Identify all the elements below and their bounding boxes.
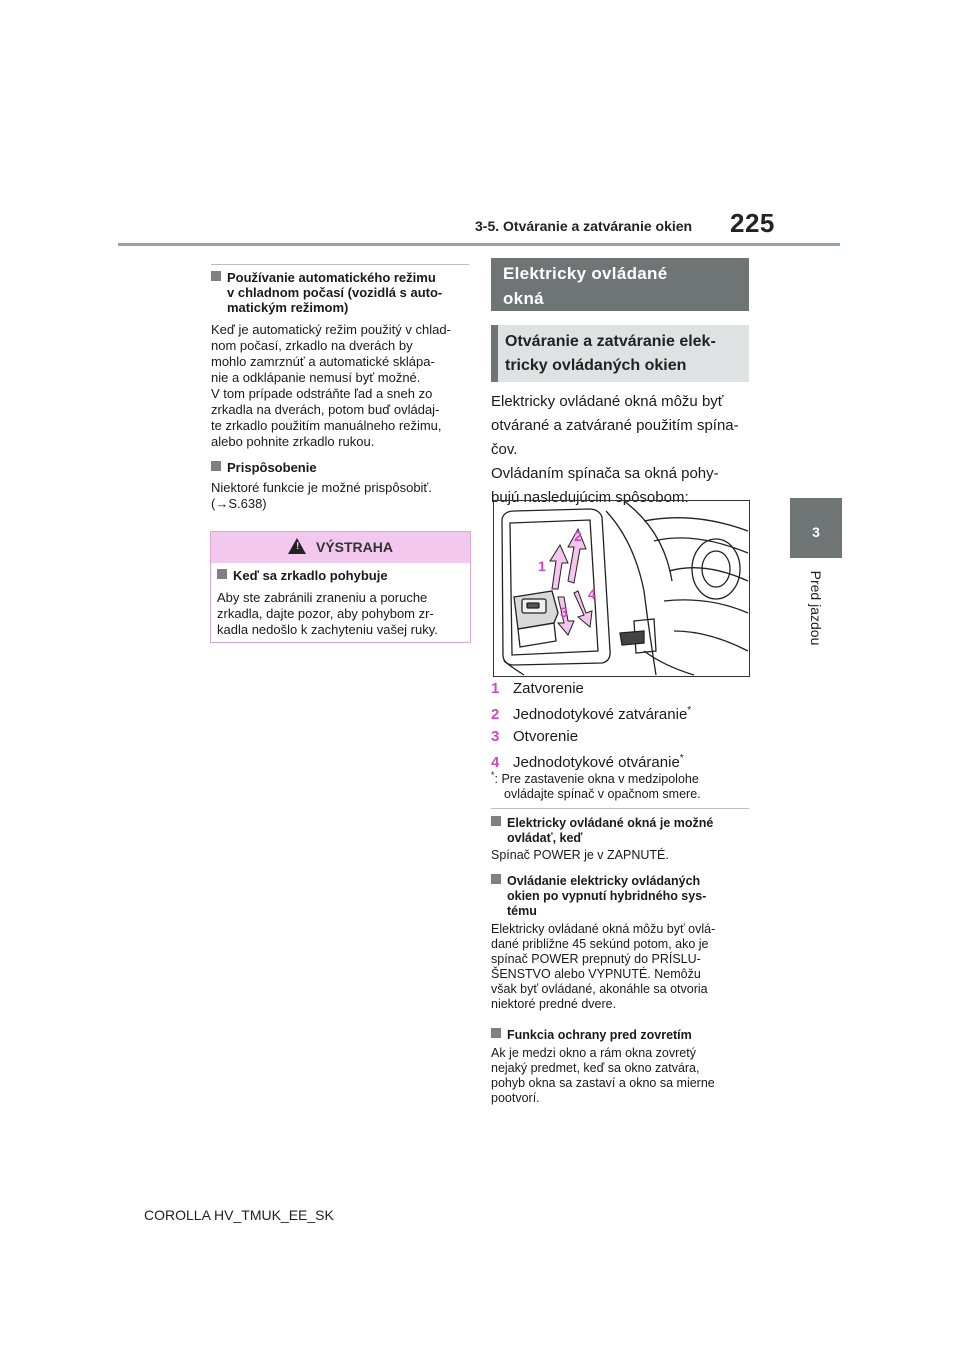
heading-text: Keď sa zrkadlo pohybuje — [233, 568, 388, 583]
page-number: 225 — [730, 208, 775, 238]
text-line: bujú nasledujúcim spôsobom: — [491, 489, 689, 506]
text-line: nom počasí, zrkadlo na dverách by — [211, 338, 413, 353]
chapter-label-container — [768, 568, 864, 658]
text-line: Spínač POWER je v ZAPNUTÉ. — [491, 848, 669, 862]
chapter-tab — [790, 498, 842, 558]
banner-accent-bar — [491, 325, 498, 382]
text-line: zrkadla, dajte pozor, aby pohybom zr- — [217, 606, 434, 621]
text-line: čov. — [491, 441, 518, 458]
callout-2: 2 — [574, 528, 582, 544]
subsection-banner — [491, 325, 749, 382]
callout-3: 3 — [560, 604, 568, 620]
square-bullet-icon — [491, 816, 501, 826]
note-heading — [491, 1028, 749, 1043]
note-heading — [491, 874, 749, 919]
cross-reference-link[interactable]: (→S.638) — [211, 496, 267, 511]
warning-title: VÝSTRAHA — [315, 539, 393, 555]
banner-line: Elektricky ovládané — [503, 264, 668, 283]
warning-box — [210, 531, 471, 643]
window-switch-illustration — [493, 500, 750, 677]
warning-heading — [217, 568, 462, 583]
square-bullet-icon — [211, 271, 221, 281]
text-line: Keď je automatický režim použitý v chlad- — [211, 322, 451, 337]
legend-number: 2 — [491, 706, 500, 723]
legend-item — [491, 726, 749, 748]
text-line: zrkadla na dverách, potom buď ovládaj- — [211, 402, 440, 417]
legend-text: Otvorenie — [513, 728, 579, 745]
paragraph — [211, 322, 469, 450]
text-line: spínač POWER prepnutý do PRÍSLU- — [491, 952, 701, 966]
square-bullet-icon — [491, 1028, 501, 1038]
legend-text: Zatvorenie — [513, 680, 584, 697]
heading-text: Prispôsobenie — [227, 460, 317, 475]
heading-line: okien po vypnutí hybridného sys- — [507, 889, 707, 903]
text-line: nie a odklápanie nemusí byť možné. — [211, 370, 421, 385]
heading-line: Elektricky ovládané okná je možné — [507, 816, 714, 830]
legend-list — [491, 678, 749, 774]
section-divider — [491, 808, 749, 809]
footnote-mark: * — [491, 770, 495, 780]
text-line: Ovládaním spínača sa okná pohy- — [491, 465, 719, 482]
note-heading — [491, 816, 749, 846]
warning-body — [217, 590, 462, 638]
heading-line: Používanie automatického režimu — [227, 270, 436, 285]
text-line: : Pre zastavenie okna v medzipolohe — [494, 772, 699, 787]
chapter-number: 3 — [812, 524, 820, 540]
footnote — [491, 768, 749, 802]
banner-line: tricky ovládaných okien — [505, 357, 687, 374]
legend-text: Jednodotykové otváranie — [513, 754, 680, 771]
square-bullet-icon — [217, 569, 227, 579]
asterisk: * — [679, 753, 684, 764]
heading-line: tému — [507, 904, 537, 918]
legend-item — [491, 700, 749, 726]
warning-header — [211, 532, 470, 563]
callout-4: 4 — [588, 586, 596, 602]
text-line: ŠENSTVO alebo VYPNUTÉ. Nemôžu — [491, 967, 701, 981]
text-line: V tom prípade odstráňte ľad a sneh zo — [211, 386, 433, 401]
note-body — [491, 848, 749, 863]
section-title: 3-5. Otváranie a zatváranie okien — [475, 218, 693, 234]
text-line: Elektricky ovládané okná môžu byť — [491, 393, 724, 410]
chapter-label: Pred jazdou — [808, 570, 824, 646]
callout-1: 1 — [538, 558, 546, 574]
heading-line: v chladnom počasí (vozidlá s auto- — [227, 285, 443, 300]
warning-icon: ! — [288, 538, 306, 554]
text-line: ovládajte spínač v opačnom smere. — [504, 787, 701, 802]
footer-model-code: COROLLA HV_TMUK_EE_SK — [144, 1207, 334, 1223]
text-line: dané približne 45 sekúnd potom, ako je — [491, 937, 709, 951]
square-bullet-icon — [211, 461, 221, 471]
text-line: kadla nedošlo k zachyteniu vašej ruky. — [217, 622, 438, 637]
text-line: mohlo zamrznúť a automatické sklápa- — [211, 354, 435, 369]
text-line: nejaký predmet, keď sa okno zatvára, — [491, 1061, 700, 1075]
intro-paragraph — [491, 390, 749, 510]
section-divider — [211, 264, 469, 265]
header-divider — [118, 243, 840, 246]
illustration-drawing — [494, 501, 749, 676]
legend-number: 1 — [491, 680, 500, 697]
subsection-heading — [211, 460, 469, 475]
subsection-title — [505, 330, 745, 378]
section-banner — [491, 258, 749, 311]
text-line: alebo pohnite zrkadlo rukou. — [211, 434, 375, 449]
text-line: Niektoré funkcie je možné prispôsobiť. — [211, 480, 432, 495]
banner-line: Otváranie a zatváranie elek- — [505, 333, 716, 350]
text-line: pootvorí. — [491, 1091, 540, 1105]
text-line: Elektricky ovládané okná môžu byť ovlá- — [491, 922, 716, 936]
legend-text: Jednodotykové zatváranie — [513, 706, 688, 723]
text-line: otvárané a zatvárané použitím spína- — [491, 417, 739, 434]
text-line: niektoré predné dvere. — [491, 997, 617, 1011]
text-line: Aby ste zabránili zraneniu a poruche — [217, 590, 428, 605]
text-line: te zrkadlo použitím manuálneho režimu, — [211, 418, 442, 433]
banner-line: okná — [503, 289, 544, 308]
legend-number: 4 — [491, 754, 500, 771]
heading-line: Ovládanie elektricky ovládaných — [507, 874, 701, 888]
paragraph — [211, 480, 469, 512]
text-line: pohyb okna sa zastaví a okno sa mierne — [491, 1076, 715, 1090]
text-line: však byť ovládané, akonáhle sa otvoria — [491, 982, 708, 996]
square-bullet-icon — [491, 874, 501, 884]
heading-line: Funkcia ochrany pred zovretím — [507, 1028, 692, 1042]
legend-item — [491, 678, 749, 700]
heading-line: ovládať, keď — [507, 831, 583, 845]
text-line: Ak je medzi okno a rám okna zovretý — [491, 1046, 696, 1060]
note-body — [491, 922, 749, 1012]
subsection-heading — [211, 270, 469, 315]
heading-line: matickým režimom) — [227, 300, 349, 315]
note-body — [491, 1046, 749, 1106]
legend-number: 3 — [491, 728, 500, 745]
asterisk: * — [687, 705, 692, 716]
